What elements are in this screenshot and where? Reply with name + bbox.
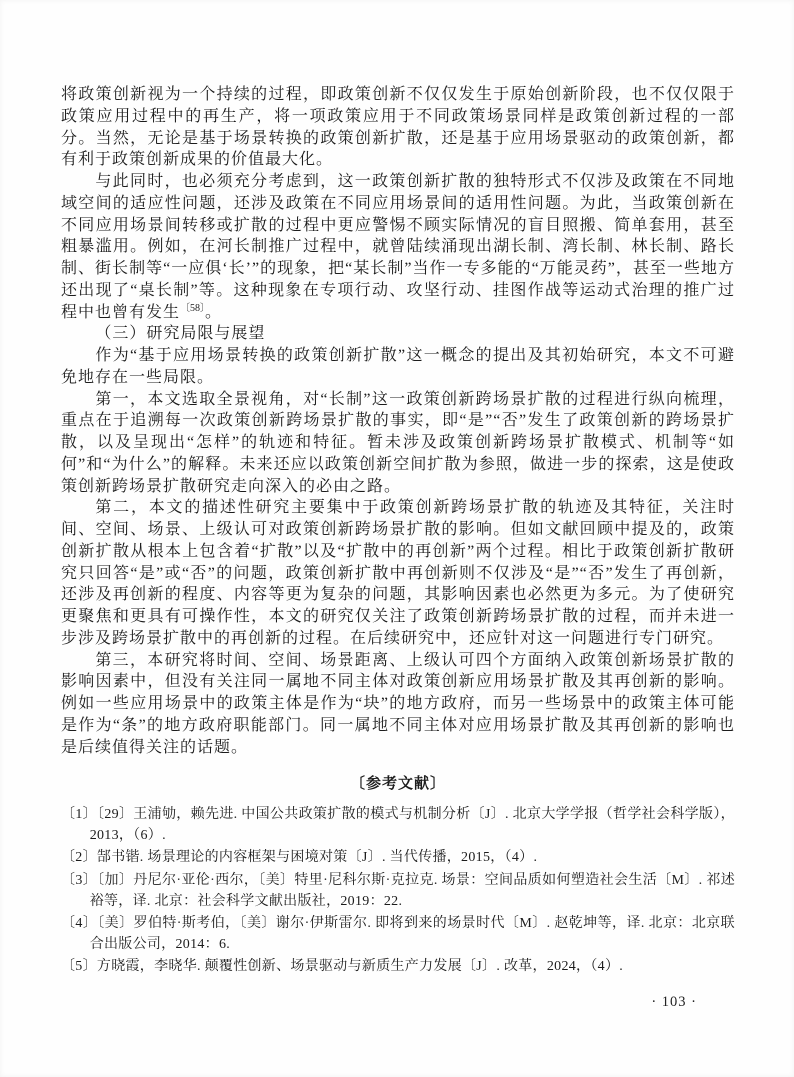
references-list: [61, 805, 735, 978]
page-content: [61, 84, 735, 980]
reference-item: 〔5〕方晓霞，李晓华. 颠覆性创新、场景驱动与新质生产力发展〔J〕. 改革，2024，（4）.: [61, 959, 624, 975]
body-paragraph: 将政策创新视为一个持续的过程，即政策创新不仅仅发生于原始创新阶段，也不仅仅限于政策应用过程中的再生产，将一项政策应用于不同政策场景同样是政策创新过程的一部分。当然，无论是基于场景转换的政策创新扩散，还是基于应用场景驱动的政策创新，都有利于政策创新成果的价值最大化。: [61, 86, 735, 169]
body-paragraph: 作为“基于应用场景转换的政策创新扩散”这一概念的提出及其初始研究，本文不可避免地存在一些局限。: [61, 347, 735, 386]
article-body: [61, 84, 735, 758]
reference-item: 〔1〕〔29〕王浦劬，赖先进. 中国公共政策扩散的模式与机制分析〔J〕. 北京大学学报（哲学社会科学版），2013，（6）.: [61, 807, 735, 843]
section-heading: （三）研究局限与展望: [95, 325, 266, 343]
body-paragraph: [61, 171, 735, 323]
paragraph-text: 。: [205, 303, 223, 321]
references-section: [61, 772, 735, 978]
reference-item: 〔3〕〔加〕丹尼尔·亚伦·西尔，〔美〕特里·尼科尔斯·克拉克. 场景：空间品质如何塑造社会生活〔M〕. 祁述裕等，译. 北京：社会科学文献出版社，2019：22.: [61, 873, 735, 909]
body-paragraph: 第一，本文选取全景视角，对“长制”这一政策创新跨场景扩散的过程进行纵向梳理，重点在于追溯每一次政策创新跨场景扩散的事实，即“是”“否”发生了政策创新的跨场景扩散，以及呈现出“怎样”的轨迹和特征。暂未涉及政策创新跨场景扩散模式、机制等“如何”和“为什么”的解释。未来还应以政策创新空间扩散为参照，做进一步的探索，这是使政策创新跨场景扩散研究走向深入的必由之路。: [61, 390, 735, 495]
reference-item: 〔4〕〔美〕罗伯特·斯考伯，〔美〕谢尔·伊斯雷尔. 即将到来的场景时代〔M〕. 赵乾坤等，译. 北京：北京联合出版公司，2014：6.: [61, 916, 735, 952]
paragraph-text: 与此同时，也必须充分考虑到，这一政策创新扩散的独特形式不仅涉及政策在不同地域空间的适应性问题，还涉及政策在不同应用场景间的适用性问题。为此，当政策创新在不同应用场景间转移或扩散的过程中更应警惕不顾实际情况的盲目照搬、简单套用，甚至粗暴滥用。例如，在河长制推广过程中，就曾陆续涌现出湖长制、湾长制、林长制、路长制、街长制等“一应俱‘长’”的现象，把“某长制”当作一专多能的“万能灵药”，甚至一些地方还出现了“桌长制”等。这种现象在专项行动、攻坚行动、挂图作战等运动式治理的推广过程中也曾有发生: [61, 173, 735, 321]
body-paragraph: 第二，本文的描述性研究主要集中于政策创新跨场景扩散的轨迹及其特征，关注时间、空间、场景、上级认可对政策创新跨场景扩散的影响。但如文献回顾中提及的，政策创新扩散从根本上包含着“扩散”以及“扩散中的再创新”两个过程。相比于政策创新扩散研究只回答“是”或“否”的问题，政策创新扩散中再创新则不仅涉及“是”“否”发生了再创新，还涉及再创新的程度、内容等更为复杂的问题，其影响因素也必然更为多元。为了使研究更聚焦和更具有可操作性，本文的研究仅关注了政策创新跨场景扩散的过程，而并未进一步涉及跨场景扩散中的再创新的过程。在后续研究中，还应针对这一问题进行专门研究。: [61, 499, 735, 647]
page-number: · 103 ·: [651, 994, 697, 1010]
body-paragraph: 第三，本研究将时间、空间、场景距离、上级认可四个方面纳入政策创新场景扩散的影响因素中，但没有关注同一属地不同主体对政策创新应用场景扩散及其再创新的影响。例如一些应用场景中的政策主体是作为“块”的地方政府，而另一些场景中的政策主体可能是作为“条”的地方政府职能部门。同一属地不同主体对应用场景扩散及其再创新的影响也是后续值得关注的话题。: [61, 651, 735, 756]
reference-item: 〔2〕郜书锴. 场景理论的内容框架与困境对策〔J〕. 当代传播，2015，（4）.: [61, 850, 538, 866]
references-heading: 〔参考文献〕: [349, 776, 446, 793]
footnote-marker-58: 〔58〕: [180, 302, 206, 314]
